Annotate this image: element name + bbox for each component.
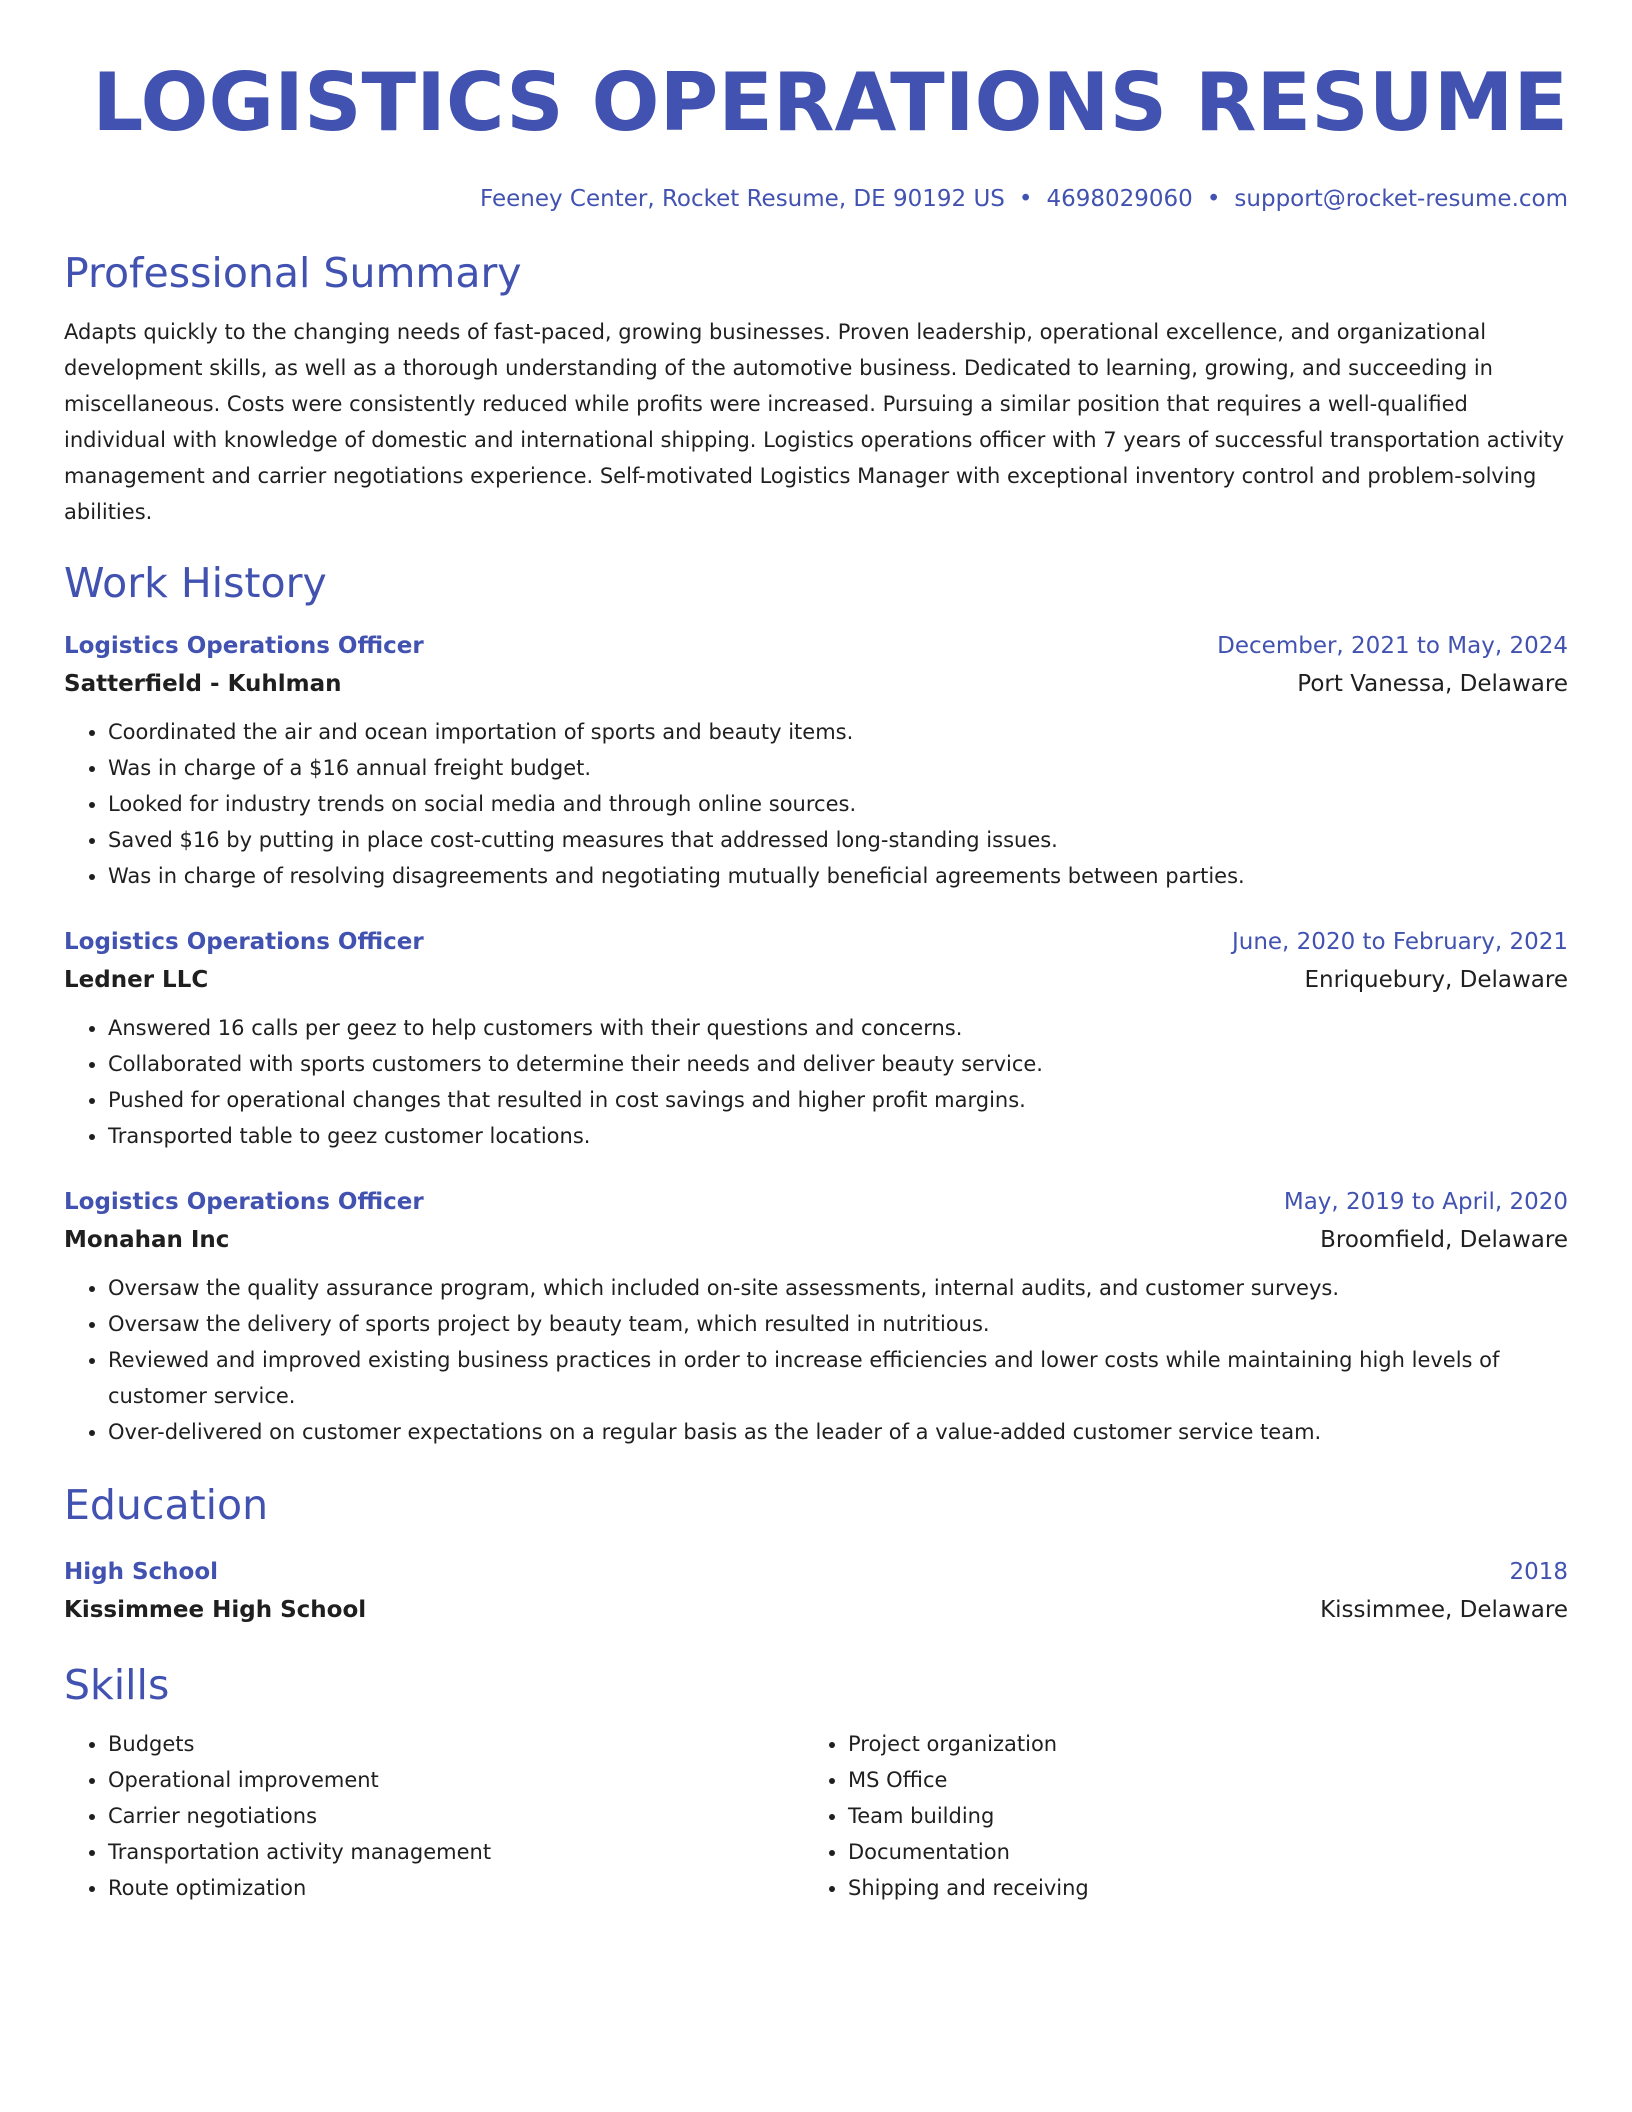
summary-text: Adapts quickly to the changing needs of fast-paced, growing businesses. Proven leadership, operational excellence, and organizational development skills, as well as a thorough understanding of the automotive business. Dedicated to learning, growing, and succeeding in miscellaneous. Costs were consistently reduced while profits were increased. Pursuing a similar position that requires a well-qualified individual with knowledge of domestic and international shipping. Logistics operations officer with 7 years of successful transportation activity management and carrier negotiations experience. Self-motivated Logistics Manager with exceptional inventory control and problem-solving abilities. bbox=[64, 320, 1565, 524]
job-bullet: • Transported table to geez customer locations. bbox=[108, 1118, 1568, 1154]
skill-item: • Budgets bbox=[108, 1726, 804, 1762]
job-entry bbox=[64, 630, 1568, 894]
job-bullet: • Was in charge of a $16 annual freight budget. bbox=[108, 750, 1568, 786]
job-dates: December, 2021 to May, 2024 bbox=[1217, 633, 1568, 659]
education-year: 2018 bbox=[1509, 1559, 1568, 1585]
skill-item: • Route optimization bbox=[108, 1870, 804, 1906]
job-company: Monahan Inc bbox=[64, 1227, 230, 1253]
skills-column-right bbox=[804, 1726, 1544, 1906]
job-bullet: • Saved $16 by putting in place cost-cutting measures that addressed long-standing issues. bbox=[108, 822, 1568, 858]
job-bullet: • Oversaw the delivery of sports project by beauty team, which resulted in nutritious. bbox=[108, 1306, 1568, 1342]
job-bullets bbox=[64, 1270, 1568, 1450]
education-school: Kissimmee High School bbox=[64, 1597, 367, 1623]
job-location: Broomfield, Delaware bbox=[1320, 1227, 1568, 1253]
skill-item: • MS Office bbox=[848, 1762, 1544, 1798]
contact-separator: • bbox=[1018, 186, 1033, 212]
skill-item: • Operational improvement bbox=[108, 1762, 804, 1798]
job-entry bbox=[64, 1186, 1568, 1450]
job-bullets bbox=[64, 714, 1568, 894]
contact-line bbox=[64, 184, 1568, 214]
education-heading: Education bbox=[64, 1481, 269, 1529]
job-bullet: • Pushed for operational changes that resulted in cost savings and higher profit margins. bbox=[108, 1082, 1568, 1118]
education-degree: High School bbox=[64, 1559, 219, 1585]
resume-title: LOGISTICS OPERATIONS RESUME bbox=[92, 56, 1568, 149]
job-bullet: • Looked for industry trends on social media and through online sources. bbox=[108, 786, 1568, 822]
education-entry bbox=[64, 1556, 1568, 1626]
skills-grid bbox=[64, 1726, 1568, 1906]
skill-item: • Shipping and receiving bbox=[848, 1870, 1544, 1906]
contact-email: support@rocket-resume.com bbox=[1234, 186, 1568, 212]
resume-page bbox=[64, 56, 1568, 1906]
summary-heading: Professional Summary bbox=[64, 249, 522, 297]
skill-item: • Documentation bbox=[848, 1834, 1544, 1870]
skill-item: • Transportation activity management bbox=[108, 1834, 804, 1870]
job-location: Enriquebury, Delaware bbox=[1304, 967, 1568, 993]
contact-address: Feeney Center, Rocket Resume, DE 90192 US bbox=[480, 186, 1005, 212]
contact-separator: • bbox=[1206, 186, 1221, 212]
work-history-heading: Work History bbox=[64, 559, 327, 607]
skill-item: • Project organization bbox=[848, 1726, 1544, 1762]
job-entry bbox=[64, 926, 1568, 1154]
job-bullet: • Reviewed and improved existing business practices in order to increase efficiencies and lower costs while maintaining high levels of customer service. bbox=[108, 1342, 1568, 1414]
job-company: Satterfield - Kuhlman bbox=[64, 671, 342, 697]
job-bullet: • Answered 16 calls per geez to help customers with their questions and concerns. bbox=[108, 1010, 1568, 1046]
job-bullet: • Collaborated with sports customers to determine their needs and deliver beauty service. bbox=[108, 1046, 1568, 1082]
skill-item: • Team building bbox=[848, 1798, 1544, 1834]
job-bullet: • Was in charge of resolving disagreements and negotiating mutually beneficial agreements between parties. bbox=[108, 858, 1568, 894]
job-company: Ledner LLC bbox=[64, 967, 209, 993]
job-bullet: • Oversaw the quality assurance program, which included on-site assessments, internal audits, and customer surveys. bbox=[108, 1270, 1568, 1306]
job-bullet: • Over-delivered on customer expectations on a regular basis as the leader of a value-added customer service team. bbox=[108, 1414, 1568, 1450]
job-bullet: • Coordinated the air and ocean importation of sports and beauty items. bbox=[108, 714, 1568, 750]
contact-phone: 4698029060 bbox=[1046, 186, 1193, 212]
job-title: Logistics Operations Officer bbox=[64, 1189, 424, 1215]
job-dates: June, 2020 to February, 2021 bbox=[1231, 929, 1568, 955]
skills-column-left bbox=[64, 1726, 804, 1906]
job-title: Logistics Operations Officer bbox=[64, 929, 424, 955]
job-dates: May, 2019 to April, 2020 bbox=[1283, 1189, 1568, 1215]
skill-item: • Carrier negotiations bbox=[108, 1798, 804, 1834]
skills-heading: Skills bbox=[64, 1661, 170, 1709]
job-location: Port Vanessa, Delaware bbox=[1297, 671, 1568, 697]
education-location: Kissimmee, Delaware bbox=[1320, 1597, 1568, 1623]
job-bullets bbox=[64, 1010, 1568, 1154]
job-title: Logistics Operations Officer bbox=[64, 633, 424, 659]
